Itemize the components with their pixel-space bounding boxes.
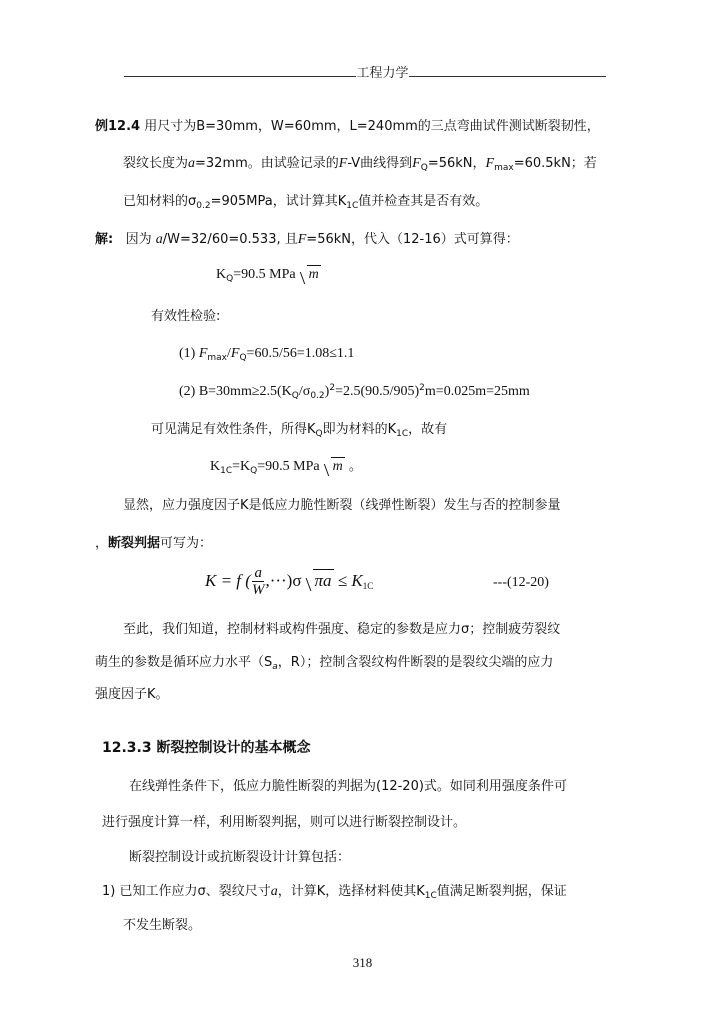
example-text-1: 用尺寸为B=30mm，W=60mm，L=240mm的三点弯曲试件测试断裂韧性， [144, 119, 600, 134]
list-item-1-continuation: 不发生断裂。 [123, 918, 202, 933]
example-line-1 [95, 119, 600, 135]
header-rule-right [409, 65, 606, 77]
solution-line-1: 解: 因为 a/W=32/60=0.533, 且F=56kN，代入（12-16）式可算得： [95, 232, 519, 247]
validity-check-1: (1) $F_{max}/F_Q=60.5/56=1.08\le 1.1$ [179, 346, 355, 363]
example-label: 例12.4 [95, 119, 141, 134]
page-header [118, 62, 612, 81]
paragraph-3-line-3: 断裂控制设计或抗断裂设计计算包括： [129, 850, 351, 865]
k1c-result: $K_{1C}=K_Q=90.5$ MPa m 。 [210, 459, 362, 476]
sqrt-symbol: m [322, 459, 345, 475]
example-line-3: 已知材料的$\sigma_{0.2}=905MPa$，试计算其$K_{1C}$值并检查其是否有效。 [123, 194, 489, 211]
sqrt-symbol: πa [304, 571, 334, 591]
paragraph-3-line-2: 进行强度计算一样，利用断裂判据，则可以进行断裂控制设计。 [102, 815, 467, 830]
paragraph-2-line-3: 强度因子K。 [95, 687, 169, 702]
paragraph-1-line-1: 显然，应力强度因子K是低应力脆性断裂（线弹性断裂）发生与否的控制参量 [123, 498, 561, 513]
paragraph-2-line-1: 至此，我们知道，控制材料或构件强度、稳定的参数是应力σ；控制疲劳裂纹 [123, 622, 561, 637]
validity-conclusion: 可见满足有效性条件，所得$K_Q$即为材料的$K_{1C}$，故有 [151, 422, 448, 439]
validity-check-2: (2) $B=30mm\ge 2.5(K_Q/\sigma_{0.2})^2=2.5(90.5/905)^2m=0.025m=25mm$ [179, 383, 530, 401]
section-heading: 12.3.3 断裂控制设计的基本概念 [102, 740, 311, 756]
equation-number: ---(12-20) [493, 575, 549, 590]
fracture-criterion-formula: K = f ( $\frac{a}{W}$ ,···)σ $\pi a \le K_{1C}$ [205, 565, 374, 598]
validity-title: 有效性检验: [151, 309, 221, 324]
list-item-1: 1) 已知工作应力σ、裂纹尺寸a，计算K，选择材料使其$K_{1C}$值满足断裂判据，保证 [102, 884, 567, 901]
paragraph-1-line-2: ，断裂判据可写为： [95, 536, 213, 551]
fracture-criterion-term: 断裂判据 [108, 536, 161, 551]
page-number: 318 [352, 955, 373, 970]
paragraph-2-line-2: 萌生的参数是循环应力水平（$S_a$，R）；控制含裂纹构件断裂的是裂纹尖端的应力 [95, 655, 554, 672]
solution-label: 解: [95, 232, 114, 247]
example-line-2: 裂纹长度为a=32mm。由试验记录的F-V曲线得到$F_Q=56kN$，$F_{max}=60.5kN$；若 [123, 156, 597, 173]
header-rule-left [124, 65, 356, 77]
formula-fraction: $\frac{a}{W}$ [251, 565, 265, 598]
header-title: 工程力学 [356, 66, 409, 81]
sqrt-symbol: m [298, 267, 321, 283]
kq-result: $K_Q=90.5$ MPa m [216, 267, 319, 284]
paragraph-3-line-1: 在线弹性条件下，低应力脆性断裂的判据为(12-20)式。如同利用强度条件可 [129, 779, 567, 794]
